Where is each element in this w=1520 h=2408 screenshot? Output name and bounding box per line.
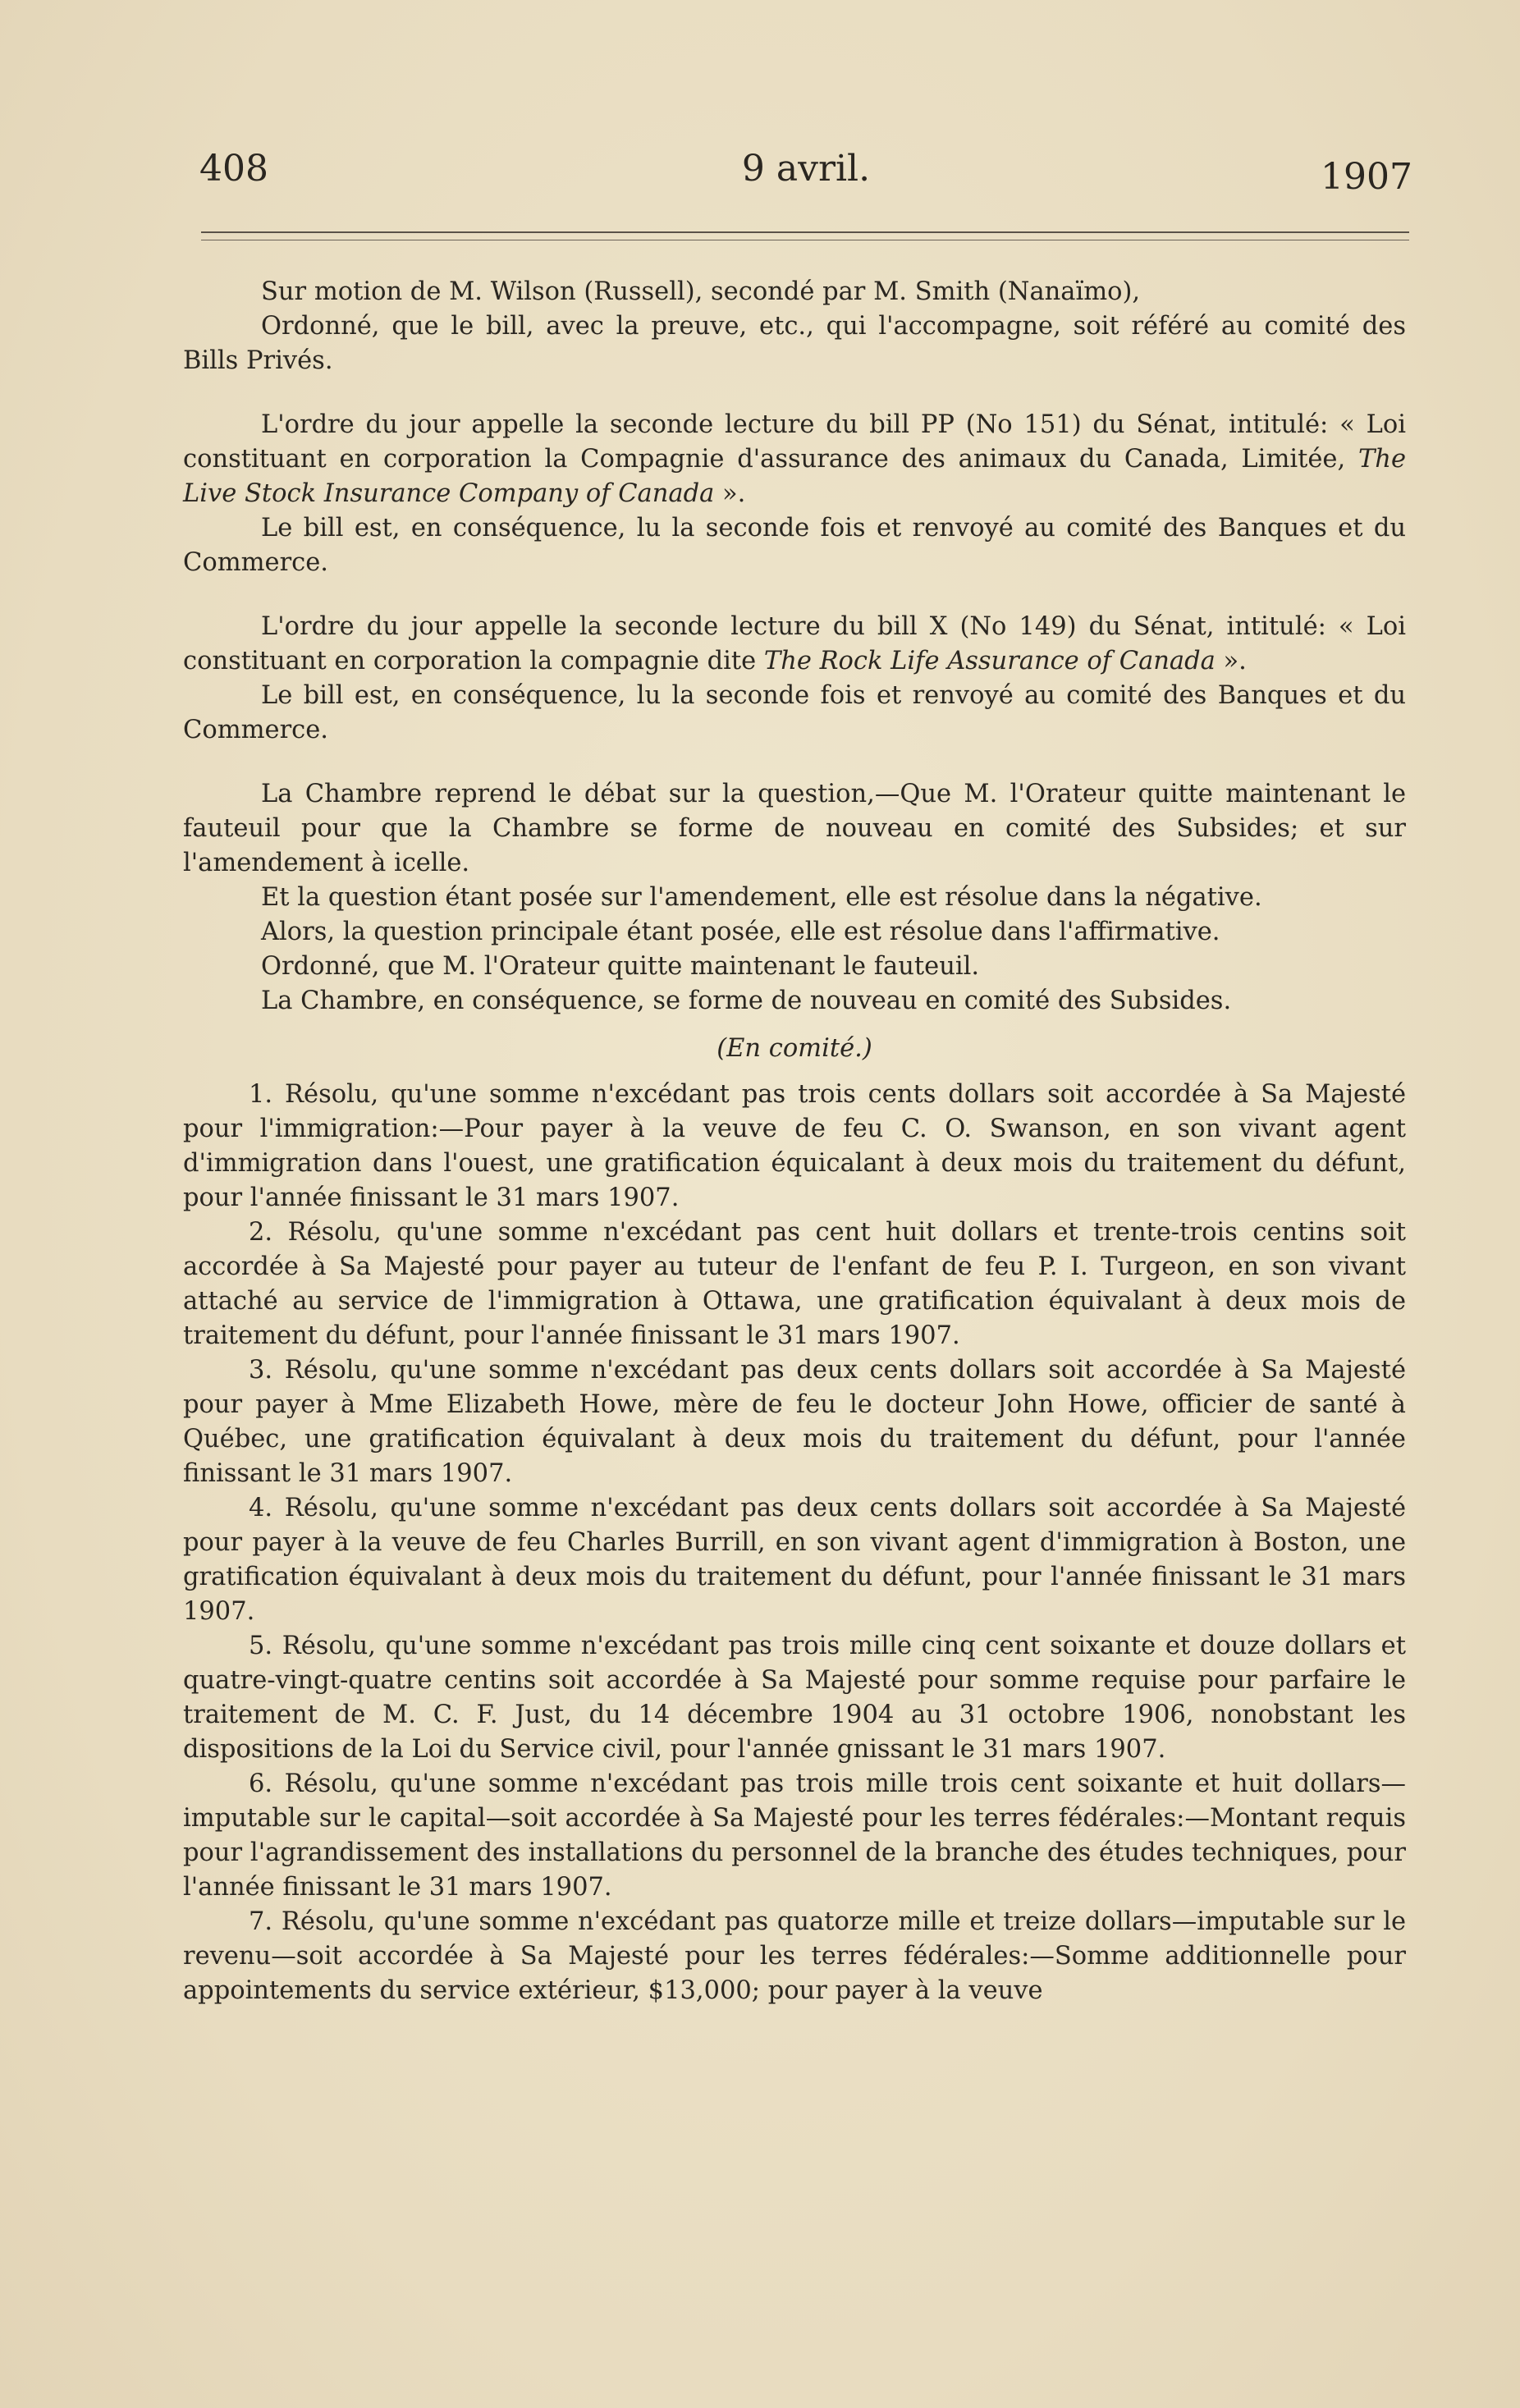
page-year: 1907 (1321, 156, 1412, 198)
resolution: 2. Résolu, qu'une somme n'excédant pas cent huit dollars et trente-trois centins soit accordée à Sa Majesté pour payer au tuteur de l'enfant de feu P. I. Turgeon, en son vivant attaché au service de l'immigration à Ottawa, une gratification équivalant à deux mois de traitement du défunt, pour l'année finissant le 31 mars 1907. (183, 1218, 1406, 1350)
paragraph: Ordonné, que le bill, avec la preuve, etc., qui l'accompagne, soit référé au comité des Bills Privés. (183, 312, 1406, 375)
spacer (183, 378, 1406, 408)
paragraph: Le bill est, en conséquence, lu la seconde fois et renvoyé au comité des Banques et du Commerce. (183, 514, 1406, 577)
paragraph-italic: The Live Stock Insurance Company of Canada (183, 445, 1406, 508)
committee-heading: (En comité.) (717, 1034, 872, 1063)
paragraph-end: ». (714, 479, 746, 508)
resolution: 7. Résolu, qu'une somme n'excédant pas quatorze mille et treize dollars—imputable sur le revenu—soit accordée à Sa Majesté pour les terres fédérales:—Somme additionnelle pour appointements du service extérieur, $13,000; pour payer à la veuve (183, 1907, 1406, 2005)
paragraph-text: L'ordre du jour appelle la seconde lecture du bill PP (No 151) du Sénat, intitulé: « Loi constituant en corporation la Compagnie d'assurance des animaux du Canada, Limitée, (183, 410, 1406, 474)
paragraph: Ordonné, que M. l'Orateur quitte maintenant le fauteuil. (261, 952, 980, 981)
resolution: 4. Résolu, qu'une somme n'excédant pas deux cents dollars soit accordée à Sa Majesté pour payer à la veuve de feu Charles Burrill, en son vivant agent d'immigration à Boston, une gratification équivalant à deux mois du traitement du défunt, pour l'année finissant le 31 mars 1907. (183, 1494, 1406, 1626)
header-rule (201, 231, 1409, 233)
page-date: 9 avril. (741, 148, 871, 190)
resolution: 3. Résolu, qu'une somme n'excédant pas deux cents dollars soit accordée à Sa Majesté pour payer à Mme Elizabeth Howe, mère de feu le docteur John Howe, officier de santé à Québec, une gratification équivalant à deux mois du traitement du défunt, pour l'année finissant le 31 mars 1907. (183, 1356, 1406, 1488)
page-number: 408 (199, 148, 268, 190)
paragraph: Alors, la question principale étant posée, elle est résolue dans l'affirmative. (261, 918, 1220, 946)
paragraph (183, 408, 1406, 511)
paragraph-end: ». (1215, 647, 1247, 675)
paragraph (183, 610, 1406, 679)
paragraph: Et la question étant posée sur l'amendement, elle est résolue dans la négative. (261, 883, 1262, 912)
spacer (183, 748, 1406, 777)
paragraph: Le bill est, en conséquence, lu la seconde fois et renvoyé au comité des Banques et du Commerce. (183, 681, 1406, 744)
page-body (183, 275, 1406, 2008)
page-header (199, 148, 1412, 205)
resolution: 1. Résolu, qu'une somme n'excédant pas trois cents dollars soit accordée à Sa Majesté pour l'immigration:—Pour payer à la veuve de feu C. O. Swanson, en son vivant agent d'immigration dans l'ouest, une gratification équicalant à deux mois du traitement du défunt, pour l'année finissant le 31 mars 1907. (183, 1080, 1406, 1212)
resolution: 6. Résolu, qu'une somme n'excédant pas trois mille trois cent soixante et huit dollars—imputable sur le capital—soit accordée à Sa Majesté pour les terres fédérales:—Montant requis pour l'agrandissement des installations du personnel de la branche des études techniques, pour l'année finissant le 31 mars 1907. (183, 1769, 1406, 1902)
spacer (183, 580, 1406, 610)
paragraph: La Chambre, en conséquence, se forme de nouveau en comité des Subsides. (261, 987, 1232, 1015)
paragraph: La Chambre reprend le débat sur la question,—Que M. l'Orateur quitte maintenant le fauteuil pour que la Chambre se forme de nouveau en comité des Subsides; et sur l'amendement à icelle. (183, 780, 1406, 877)
paragraph-italic: The Rock Life Assurance of Canada (763, 647, 1216, 675)
paragraph-text: L'ordre du jour appelle la seconde lecture du bill X (No 149) du Sénat, intitulé: « Loi constituant en corporation la compagnie dite (183, 612, 1406, 675)
resolution: 5. Résolu, qu'une somme n'excédant pas trois mille cinq cent soixante et douze dollars et quatre-vingt-quatre centins soit accordée à Sa Majesté pour somme requise pour parfaire le traitement de M. C. F. Just, du 14 décembre 1904 au 31 octobre 1906, nonobstant les dispositions de la Loi du Service civil, pour l'année gnissant le 31 mars 1907. (183, 1632, 1406, 1764)
paragraph: Sur motion de M. Wilson (Russell), secondé par M. Smith (Nanaïmo), (261, 277, 1141, 306)
